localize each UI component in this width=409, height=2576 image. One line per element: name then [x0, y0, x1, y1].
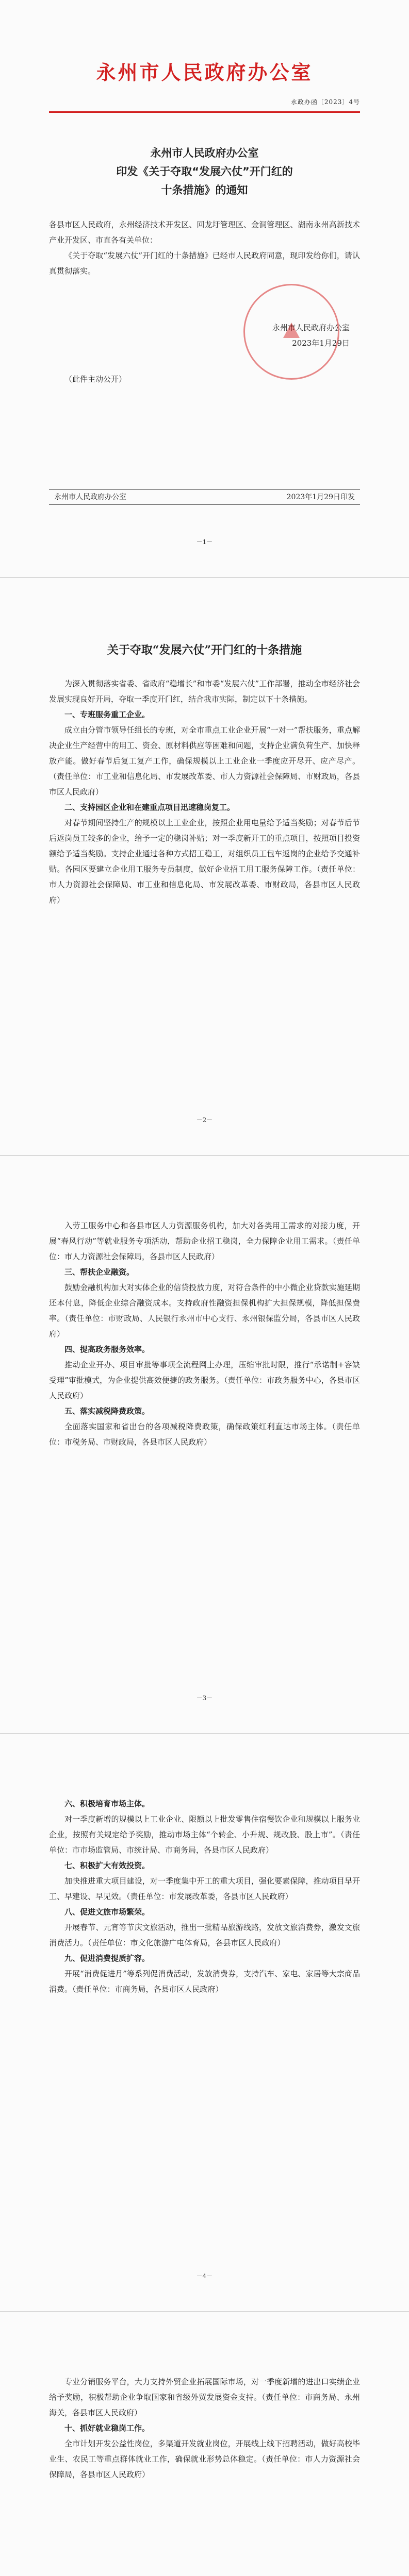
print-row: [49, 490, 360, 504]
measure-heading-8: 八、促进文旅市场繁荣。: [64, 1907, 150, 1917]
page-number: －2－: [196, 1116, 213, 1124]
public-note: （此件主动公开）: [64, 375, 127, 384]
measure-heading-7: 七、积极扩大有效投资。: [64, 1861, 150, 1870]
measure-body-2: 对春节期间坚持生产的规模以上工业企业，按照企业用电量给予适当奖励；对春节后节后返岗员工较多的企业，给予一定的稳岗补贴；对一季度新开工的重点项目，按照项目投资额给予适当奖励。支持企业通过各种方式招工稳工，对组织员工包车返岗的企业给予交通补贴。各园区要建立企业用工服务专员制度，做好企业招工用工服务保障工作。（责任单位：市人力资源社会保障局、市工业和信息化局、市发展改革委、市财政局，各县市区人民政府）: [49, 818, 360, 905]
measure-body-8: 开展春节、元宵等节庆文旅活动，推出一批精品旅游线路，发放文旅消费券，激发文旅消费活力。（责任单位：市文化旅游广电体育局，各县市区人民政府）: [49, 1923, 360, 1947]
page-1: [0, 0, 409, 577]
notice-title: [49, 144, 360, 199]
document-number: 永政办函〔2023〕4号: [290, 98, 360, 106]
measure-heading-9: 九、促进消费提质扩容。: [64, 1954, 150, 1963]
red-masthead: 永州市人民政府办公室: [96, 61, 313, 84]
measure-body-9-cont: 专业分销服务平台，大力支持外贸企业拓展国际市场，对一季度新增的进出口实绩企业给予奖励，积极帮助企业争取国家和省级外贸发展资金支持。（责任单位：市商务局、永州海关，各县市区人民政府）: [49, 2377, 360, 2417]
signature-date: 2023年1月29日: [292, 338, 350, 348]
page-number: －1－: [196, 538, 213, 546]
red-divider-line: [49, 111, 360, 113]
page-3: [0, 1156, 409, 1733]
measure-body-5: 全面落实国家和省出台的各项减税降费政策，确保政策红利直达市场主体。（责任单位：市税务局、市财政局，各县市区人民政府）: [49, 1422, 360, 1447]
measure-body-6: 对一季度新增的规模以上工业企业、限额以上批发零售住宿餐饮企业和规模以上服务业企业，按照有关规定给予奖励，推动市场主体“个转企、小升规、规改股、股上市”。（责任单位：市市场监管局、市统计局、市商务局，各县市区人民政府）: [49, 1815, 360, 1855]
title-line-3: 十条措施》的通知: [161, 184, 248, 196]
measure-body-4: 推动企业开办、项目审批等事项全流程网上办理，压缩审批时限，推行“承诺制+容缺受理”审批模式，为企业提供高效便捷的政务服务。（责任单位：市政务服务中心，各县市区人民政府）: [49, 1360, 360, 1400]
measure-body-9: 开展“消费促进月”等系列促消费活动，发放消费券，支持汽车、家电、家居等大宗商品消费。（责任单位：市商务局，各县市区人民政府）: [49, 1969, 360, 1994]
measure-heading-3: 三、帮扶企业融资。: [64, 1267, 135, 1277]
measure-heading-2: 二、支持园区企业和在建重点项目迅速稳岗复工。: [64, 803, 235, 812]
measure-body-3: 鼓励金融机构加大对实体企业的信贷投放力度，对符合条件的中小微企业贷款实施延期还本付息，降低企业综合融资成本。支持政府性融资担保机构扩大担保规模，降低担保费率。（责任单位：市财政局、人民银行永州市中心支行、永州银保监分局，各县市区人民政府）: [49, 1283, 360, 1338]
measure-body-1: 成立由分管市领导任组长的专班，对全市重点工业企业开展“一对一”帮扶服务，重点解决企业生产经营中的用工、资金、原材料供应等困难和问题，支持企业满负荷生产、加快释放产能。做好春节后复工复产工作，确保规模以上工业企业一季度应开尽开、应产尽产。（责任单位：市工业和信息化局、市发展改革委、市人力资源社会保障局、市财政局，各县市区人民政府）: [49, 725, 360, 796]
measure-body-7: 加快推进重大项目建设，对一季度集中开工的重大项目，强化要素保障，推动项目早开工、早建设、早见效。（责任单位：市发展改革委，各县市区人民政府）: [49, 1876, 360, 1901]
print-org: 永州市人民政府办公室: [54, 493, 126, 501]
measure-body-10: 全市计划开发公益性岗位，多渠道开发就业岗位，开展线上线下招聘活动，做好高校毕业生、农民工等重点群体就业工作，确保就业形势总体稳定。（责任单位：市人力资源社会保障局，各县市区人民政府）: [49, 2439, 360, 2479]
notice-body: 《关于夺取“发展六仗”开门红的十条措施》已经市人民政府同意，现印发给你们，请认真贯彻落实。: [49, 251, 360, 276]
intro-paragraph: 为深入贯彻落实省委、省政府“稳增长”和市委“发展六仗”工作部署，推动全市经济社会发展实现良好开局，夺取一季度开门红，结合我市实际，制定以下十条措施。: [49, 679, 360, 704]
signature-block: [49, 320, 360, 351]
page-5: [0, 2312, 409, 2576]
measure-heading-4: 四、提高政务服务效率。: [64, 1345, 150, 1354]
page-4: [0, 1734, 409, 2311]
page-number: －3－: [196, 1694, 213, 1702]
measure-heading-5: 五、落实减税降费政策。: [64, 1406, 150, 1416]
measures-title: 关于夺取“发展六仗”开门红的十条措施: [107, 643, 302, 657]
page-number: －4－: [196, 2273, 213, 2280]
measure-body-2-cont: 入劳工服务中心和各县市区人力资源服务机构，加大对各类用工需求的对接力度，开展“春风行动”等就业服务专项活动，帮助企业招工稳岗，全力保障企业用工需求。（责任单位：市人力资源社会保障局，各县市区人民政府）: [49, 1221, 360, 1261]
page-2: [0, 578, 409, 1155]
print-date: 2023年1月29日印发: [286, 493, 355, 501]
print-info: [49, 489, 360, 505]
measure-heading-6: 六、积极培育市场主体。: [64, 1799, 150, 1808]
divider-line: [49, 504, 360, 505]
title-line-2: 印发《关于夺取“发展六仗”开门红的: [116, 165, 293, 178]
salutation: 各县市区人民政府，永州经济技术开发区、回龙圩管理区、金洞管理区、湖南永州高新技术产业开发区、市直各有关单位：: [49, 220, 360, 245]
official-seal-icon: [243, 284, 339, 380]
measure-heading-1: 一、专班服务重工企业。: [64, 710, 150, 719]
signature-org: 永州市人民政府办公室: [272, 323, 350, 332]
measure-heading-10: 十、抓好就业稳岗工作。: [64, 2424, 150, 2433]
title-line-1: 永州市人民政府办公室: [150, 147, 259, 159]
